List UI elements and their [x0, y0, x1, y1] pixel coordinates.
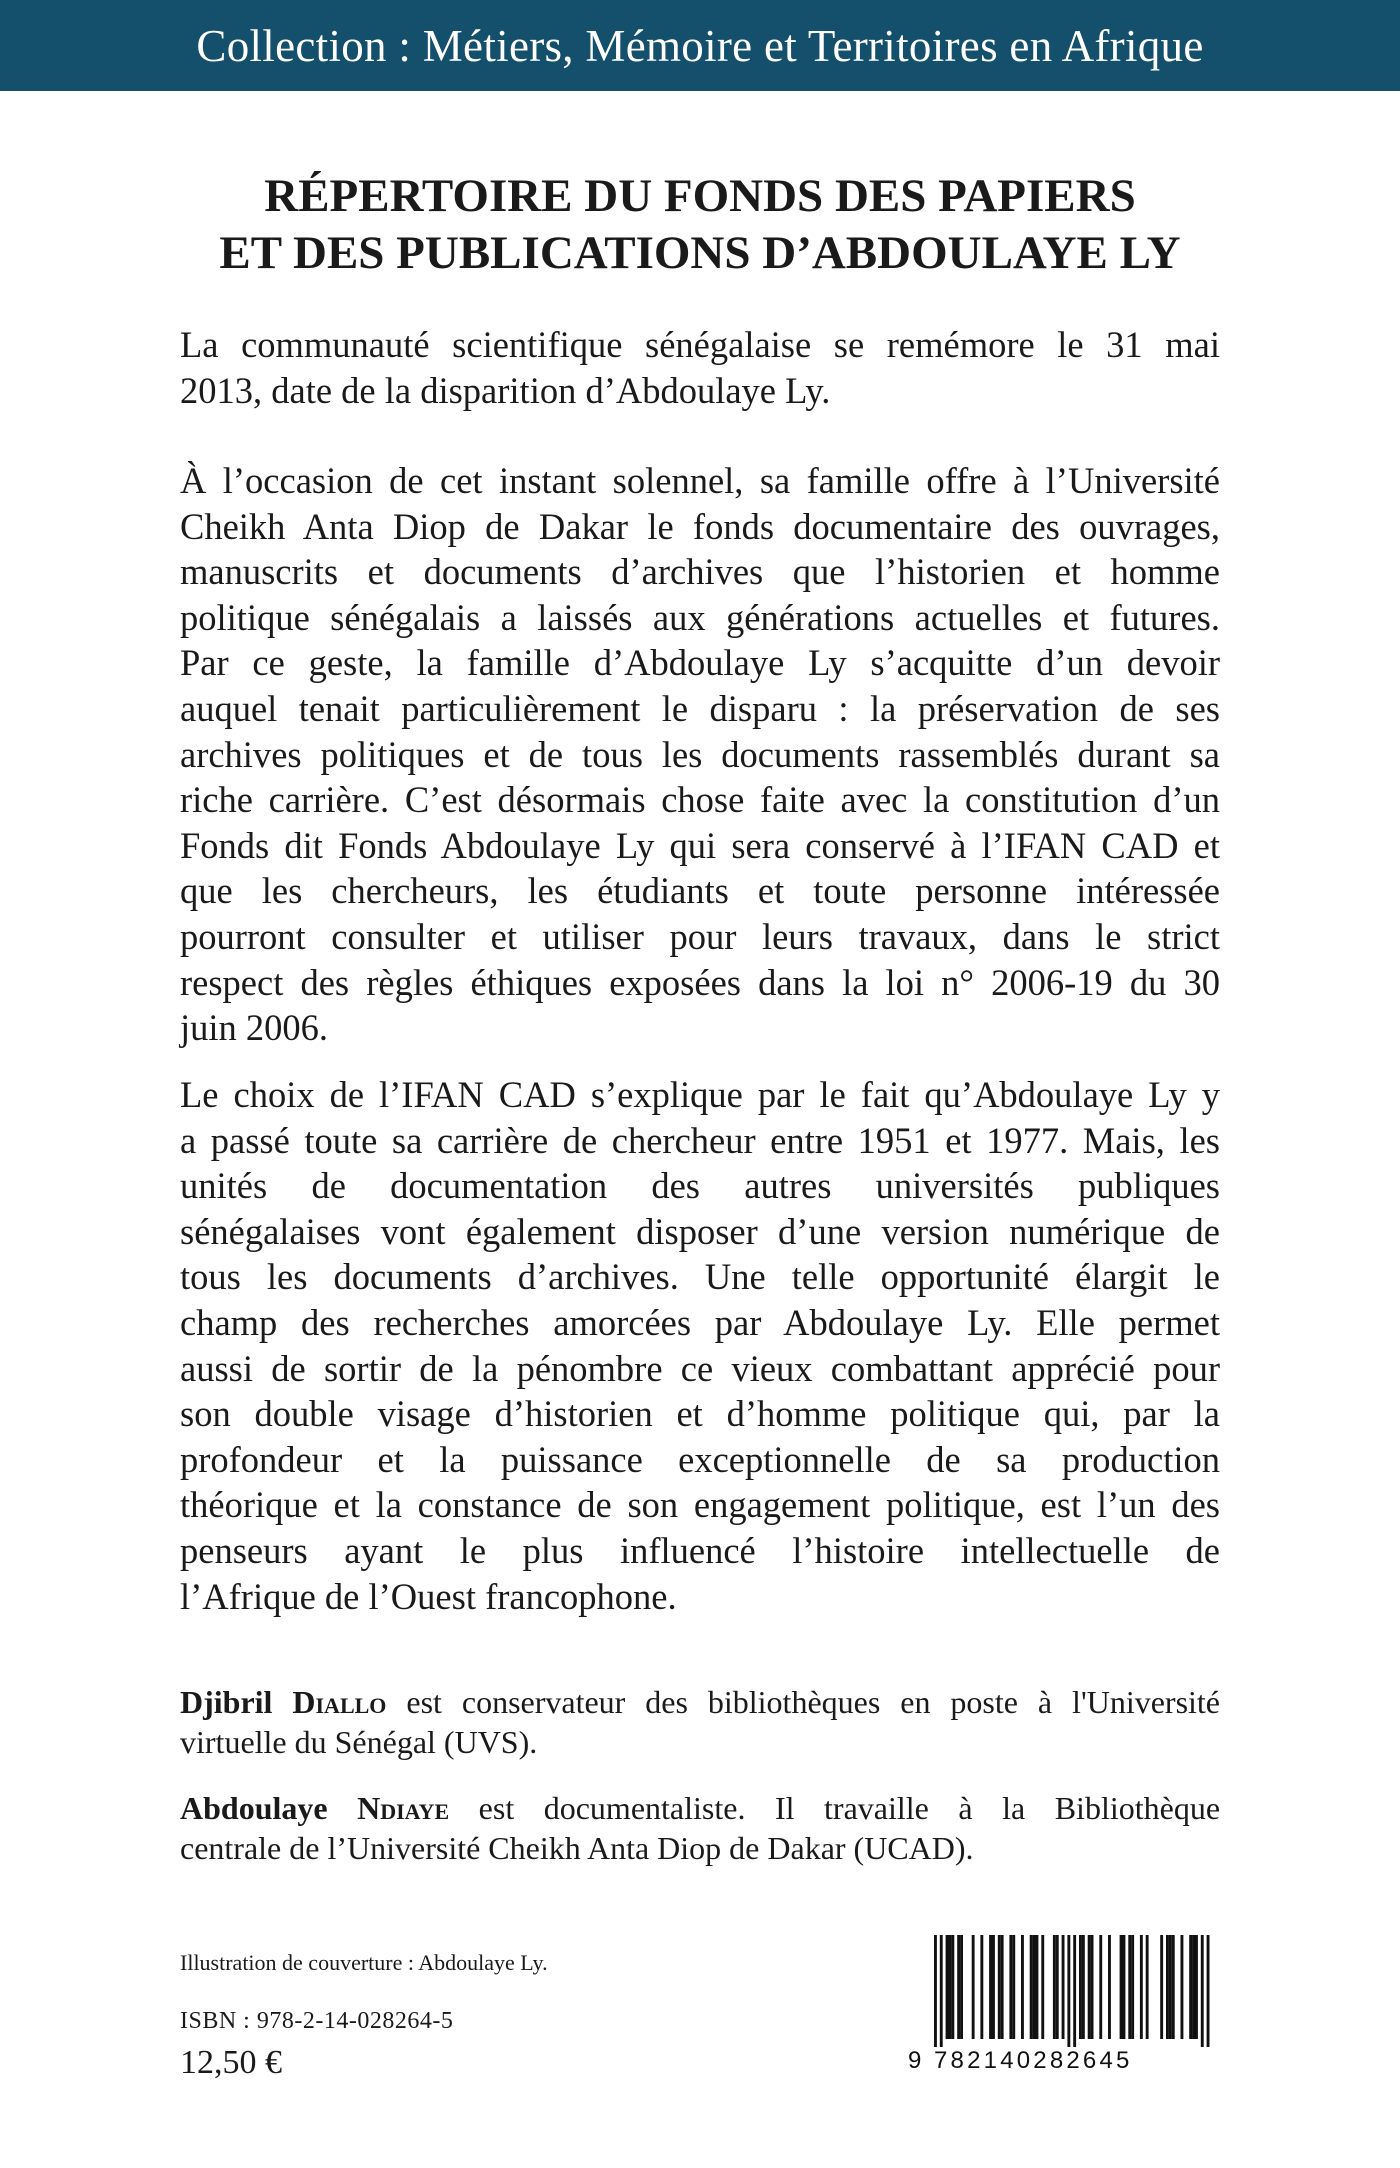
paragraph-line: Le choix de l’IFAN CAD s’explique par le fait qu’Abdoulaye Ly y	[180, 1074, 1220, 1115]
book-title	[140, 168, 1260, 282]
paragraph-line: unités de documentation des autres universités publiques	[180, 1165, 1220, 1207]
barcode-bar	[972, 1935, 975, 2039]
paragraph-line: À l’occasion de cet instant solennel, sa famille offre à l’Université	[180, 460, 1220, 501]
barcode-bar	[1067, 1935, 1070, 2047]
barcode-first-digit: 9	[908, 2047, 925, 2074]
barcode-bar	[1082, 1935, 1085, 2039]
paragraph-line: son double visage d’historien et d’homme politique qui, par la	[180, 1393, 1220, 1435]
paragraph-line: tous les documents d’archives. Une telle opportunité élargit le	[180, 1256, 1220, 1298]
collection-title: Collection : Métiers, Mémoire et Territoires en Afrique	[196, 20, 1204, 71]
barcode-bar	[940, 1935, 943, 2047]
barcode-bars	[908, 1935, 1220, 2047]
barcode-bar	[1033, 1935, 1036, 2039]
paragraph-line: que les chercheurs, les étudiants et toute personne intéressée	[180, 870, 1220, 912]
paragraph-line: juin 2006.	[180, 1007, 329, 1049]
author-bio-diallo	[180, 1682, 1220, 1762]
barcode-bar	[1172, 1935, 1175, 2039]
barcode-bar	[980, 1935, 983, 2039]
paragraph-ifan	[180, 1072, 1220, 1619]
barcode-bar	[998, 1935, 1001, 2039]
book-title-line-2: ET DES PUBLICATIONS D’ABDOULAYE LY	[219, 227, 1181, 279]
paragraph-line: Cheikh Anta Diop de Dakar le fonds documentaire des ouvrages,	[180, 505, 1220, 547]
paragraph-line: archives politiques et de tous les documents rassemblés durant sa	[180, 733, 1220, 775]
barcode-bar	[1192, 1935, 1195, 2039]
paragraph-line: aussi de sortir de la pénombre ce vieux combattant apprécié pour	[180, 1347, 1220, 1389]
author-bio-text: est conservateur des bibliothèques en poste à l'Université	[406, 1684, 1221, 1720]
barcode-bar	[1166, 1935, 1169, 2039]
barcode-bar	[1181, 1935, 1184, 2039]
barcode-bar	[992, 1935, 995, 2039]
paragraph-line: Par ce geste, la famille d’Abdoulaye Ly s’acquitte d’un devoir	[180, 642, 1220, 684]
barcode-bar	[960, 1935, 963, 2039]
paragraph-line: l’Afrique de l’Ouest francophone.	[180, 1575, 677, 1617]
barcode-bar	[989, 1935, 992, 2039]
barcode-bar	[1108, 1935, 1111, 2039]
author-last-name: Diallo	[292, 1684, 387, 1720]
barcode-bar	[1001, 1935, 1004, 2039]
barcode-bar	[934, 1935, 937, 2047]
barcode-bar	[1062, 1935, 1065, 2039]
barcode-bar	[1009, 1935, 1012, 2039]
barcode-bar	[1131, 1935, 1134, 2039]
barcode-bar	[951, 1935, 954, 2039]
paragraph-line: sénégalaises vont également disposer d’une version numérique de	[180, 1210, 1220, 1252]
paragraph-intro	[180, 322, 1220, 413]
paragraph-line: riche carrière. C’est désormais chose faite avec la constitution d’un	[180, 779, 1220, 821]
barcode-bar	[1088, 1935, 1091, 2039]
collection-banner	[0, 0, 1400, 91]
barcode-bar	[1140, 1935, 1143, 2039]
paragraph-donation	[180, 458, 1220, 1051]
barcode-bar	[1053, 1935, 1056, 2039]
barcode-bar	[1195, 1935, 1198, 2039]
author-bio-ndiaye	[180, 1788, 1220, 1868]
paragraph-line: auquel tenait particulièrement le disparu : la préservation de ses	[180, 687, 1220, 729]
barcode-number: 782140282645	[934, 2047, 1133, 2074]
barcode-bar	[1189, 1935, 1192, 2039]
barcode-bar	[1021, 1935, 1024, 2039]
book-title-line-1: RÉPERTOIRE DU FONDS DES PAPIERS	[264, 170, 1136, 222]
paragraph-line: manuscrits et documents d’archives que l’historien et homme	[180, 551, 1220, 593]
author-bio-text: est documentaliste. Il travaille à la Bibliothèque	[478, 1790, 1221, 1826]
isbn: ISBN : 978-2-14-028264-5	[180, 2008, 454, 2034]
barcode-bar	[1120, 1935, 1123, 2039]
barcode-bar	[1160, 1935, 1163, 2039]
barcode-bar	[1056, 1935, 1059, 2039]
paragraph-line: La communauté scientifique sénégalaise se remémore le 31 mai	[180, 324, 1220, 365]
barcode	[908, 1935, 1220, 2075]
barcode-bar	[1073, 1935, 1076, 2047]
paragraph-line: profondeur et la puissance exceptionnelle de sa production	[180, 1438, 1220, 1480]
paragraph-line: pourront consulter et utiliser pour leurs travaux, dans le strict	[180, 915, 1220, 957]
cover-illustration-credit: Illustration de couverture : Abdoulaye Ly.	[180, 1950, 548, 1975]
paragraph-line: Fonds dit Fonds Abdoulaye Ly qui sera conservé à l’IFAN CAD et	[180, 824, 1220, 866]
paragraph-line: a passé toute sa carrière de chercheur entre 1951 et 1977. Mais, les	[180, 1119, 1220, 1161]
barcode-bar	[1041, 1935, 1044, 2039]
barcode-bar	[1030, 1935, 1033, 2039]
barcode-bar	[957, 1935, 960, 2039]
paragraph-line: politique sénégalais a laissés aux générations actuelles et futures.	[180, 596, 1220, 638]
barcode-bar	[946, 1935, 949, 2039]
author-bio-line	[180, 1788, 1220, 1828]
price: 12,50 €	[180, 2044, 282, 2081]
paragraph-line: respect des règles éthiques exposées dans la loi n° 2006-19 du 30	[180, 961, 1220, 1003]
barcode-bar	[1128, 1935, 1131, 2039]
barcode-bar	[949, 1935, 952, 2039]
barcode-bar	[1201, 1935, 1204, 2047]
barcode-bar	[1012, 1935, 1015, 2039]
barcode-bar	[1099, 1935, 1102, 2039]
author-bio-line	[180, 1682, 1220, 1722]
author-last-name: Ndiaye	[357, 1790, 450, 1826]
author-bio-line: virtuelle du Sénégal (UVS).	[180, 1724, 538, 1760]
barcode-bar	[1036, 1935, 1039, 2039]
author-first-name: Abdoulaye	[180, 1790, 328, 1826]
barcode-bar	[1169, 1935, 1172, 2039]
barcode-bar	[1079, 1935, 1082, 2039]
paragraph-line: champ des recherches amorcées par Abdoulaye Ly. Elle permet	[180, 1301, 1220, 1343]
barcode-bar	[1123, 1935, 1126, 2039]
paragraph-line: théorique et la constance de son engagement politique, est l’un des	[180, 1484, 1220, 1526]
barcode-bar	[1091, 1935, 1094, 2039]
author-bio-line: centrale de l’Université Cheikh Anta Diop de Dakar (UCAD).	[180, 1830, 974, 1866]
author-first-name: Djibril	[180, 1684, 273, 1720]
paragraph-line: 2013, date de la disparition d’Abdoulaye Ly.	[180, 369, 831, 411]
barcode-bar	[1146, 1935, 1149, 2039]
barcode-bar	[1207, 1935, 1210, 2047]
paragraph-line: penseurs ayant le plus influencé l’histoire intellectuelle de	[180, 1529, 1220, 1571]
